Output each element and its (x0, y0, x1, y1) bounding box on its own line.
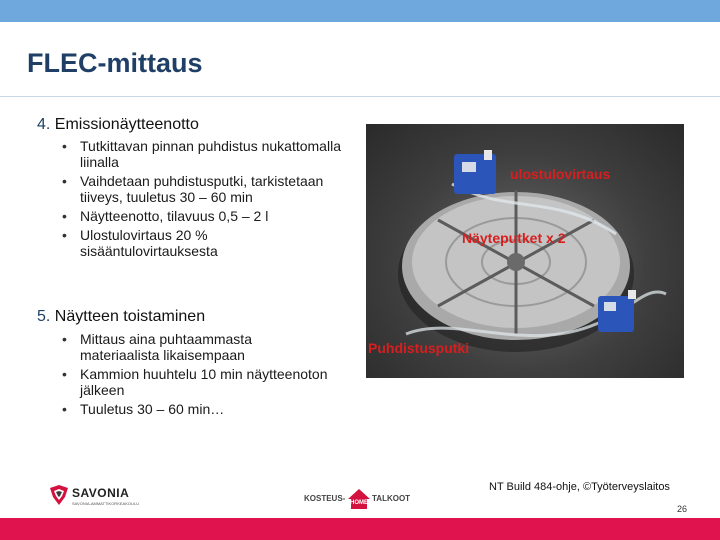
bullet-icon: • (62, 401, 67, 417)
list-item-text: Vaihdetaan puhdistusputki, tarkistetaan tiiveys, tuuletus 30 – 60 min (80, 173, 324, 205)
list-item (58, 401, 328, 417)
title-divider (0, 96, 720, 97)
bottom-accent-bar (0, 518, 720, 540)
bullet-icon: • (62, 227, 67, 243)
page-number: 26 (677, 504, 688, 514)
savonia-tagline: SAVONIA-AMMATTIKORKEAKOULU (72, 501, 139, 506)
sampling-bullet-list (58, 138, 348, 262)
section-title: Emissionäytteenotto (54, 116, 199, 133)
logo-text-left: KOSTEUS- (304, 494, 346, 503)
outflow-label: ulostulovirtaus (510, 166, 611, 182)
slide-title: FLEC-mittaus (27, 48, 203, 78)
list-item-text: Ulostulovirtaus 20 % sisääntulovirtauksesta (80, 227, 218, 259)
logo-text-right: TALKOOT (372, 494, 411, 503)
list-item (58, 173, 348, 205)
list-item-text: Mittaus aina puhtaammasta materiaalista likaisempaan (80, 331, 252, 363)
top-accent-bar (0, 0, 720, 22)
list-item-text: Kammion huuhtelu 10 min näytteenoton jälkeen (80, 366, 328, 398)
kosteus-home-talkoot-logo (304, 486, 411, 512)
bullet-icon: • (62, 331, 67, 347)
flec-device-photo (366, 124, 684, 378)
bullet-icon: • (62, 173, 67, 189)
bullet-icon: • (62, 366, 67, 382)
list-item (58, 227, 348, 259)
logo-text-mid: HOME (350, 500, 368, 506)
bullet-icon: • (62, 208, 67, 224)
sample-tubes-label: Näyteputket x 2 (462, 230, 566, 246)
repeat-bullet-list (58, 331, 328, 420)
section-heading-sampling (37, 116, 199, 134)
list-item (58, 208, 348, 224)
list-item (58, 331, 328, 363)
section-number: 4. (37, 116, 51, 133)
savonia-emblem-icon (48, 484, 70, 506)
section-heading-repeat (37, 308, 205, 326)
cleaning-tube-label: Puhdistusputki (368, 340, 470, 356)
bullet-icon: • (62, 138, 67, 154)
source-credit: NT Build 484-ohje, ©Työterveyslaitos (489, 481, 670, 493)
section-number: 5. (37, 308, 51, 325)
list-item-text: Tutkittavan pinnan puhdistus nukattomalla liinalla (80, 138, 341, 170)
house-icon (346, 487, 372, 511)
savonia-wordmark: SAVONIA (72, 486, 130, 500)
list-item (58, 366, 328, 398)
savonia-logo (48, 482, 158, 512)
list-item (58, 138, 348, 170)
section-title: Näytteen toistaminen (54, 308, 206, 325)
list-item-text: Näytteenotto, tilavuus 0,5 – 2 l (80, 208, 269, 224)
list-item-text: Tuuletus 30 – 60 min… (80, 401, 225, 417)
